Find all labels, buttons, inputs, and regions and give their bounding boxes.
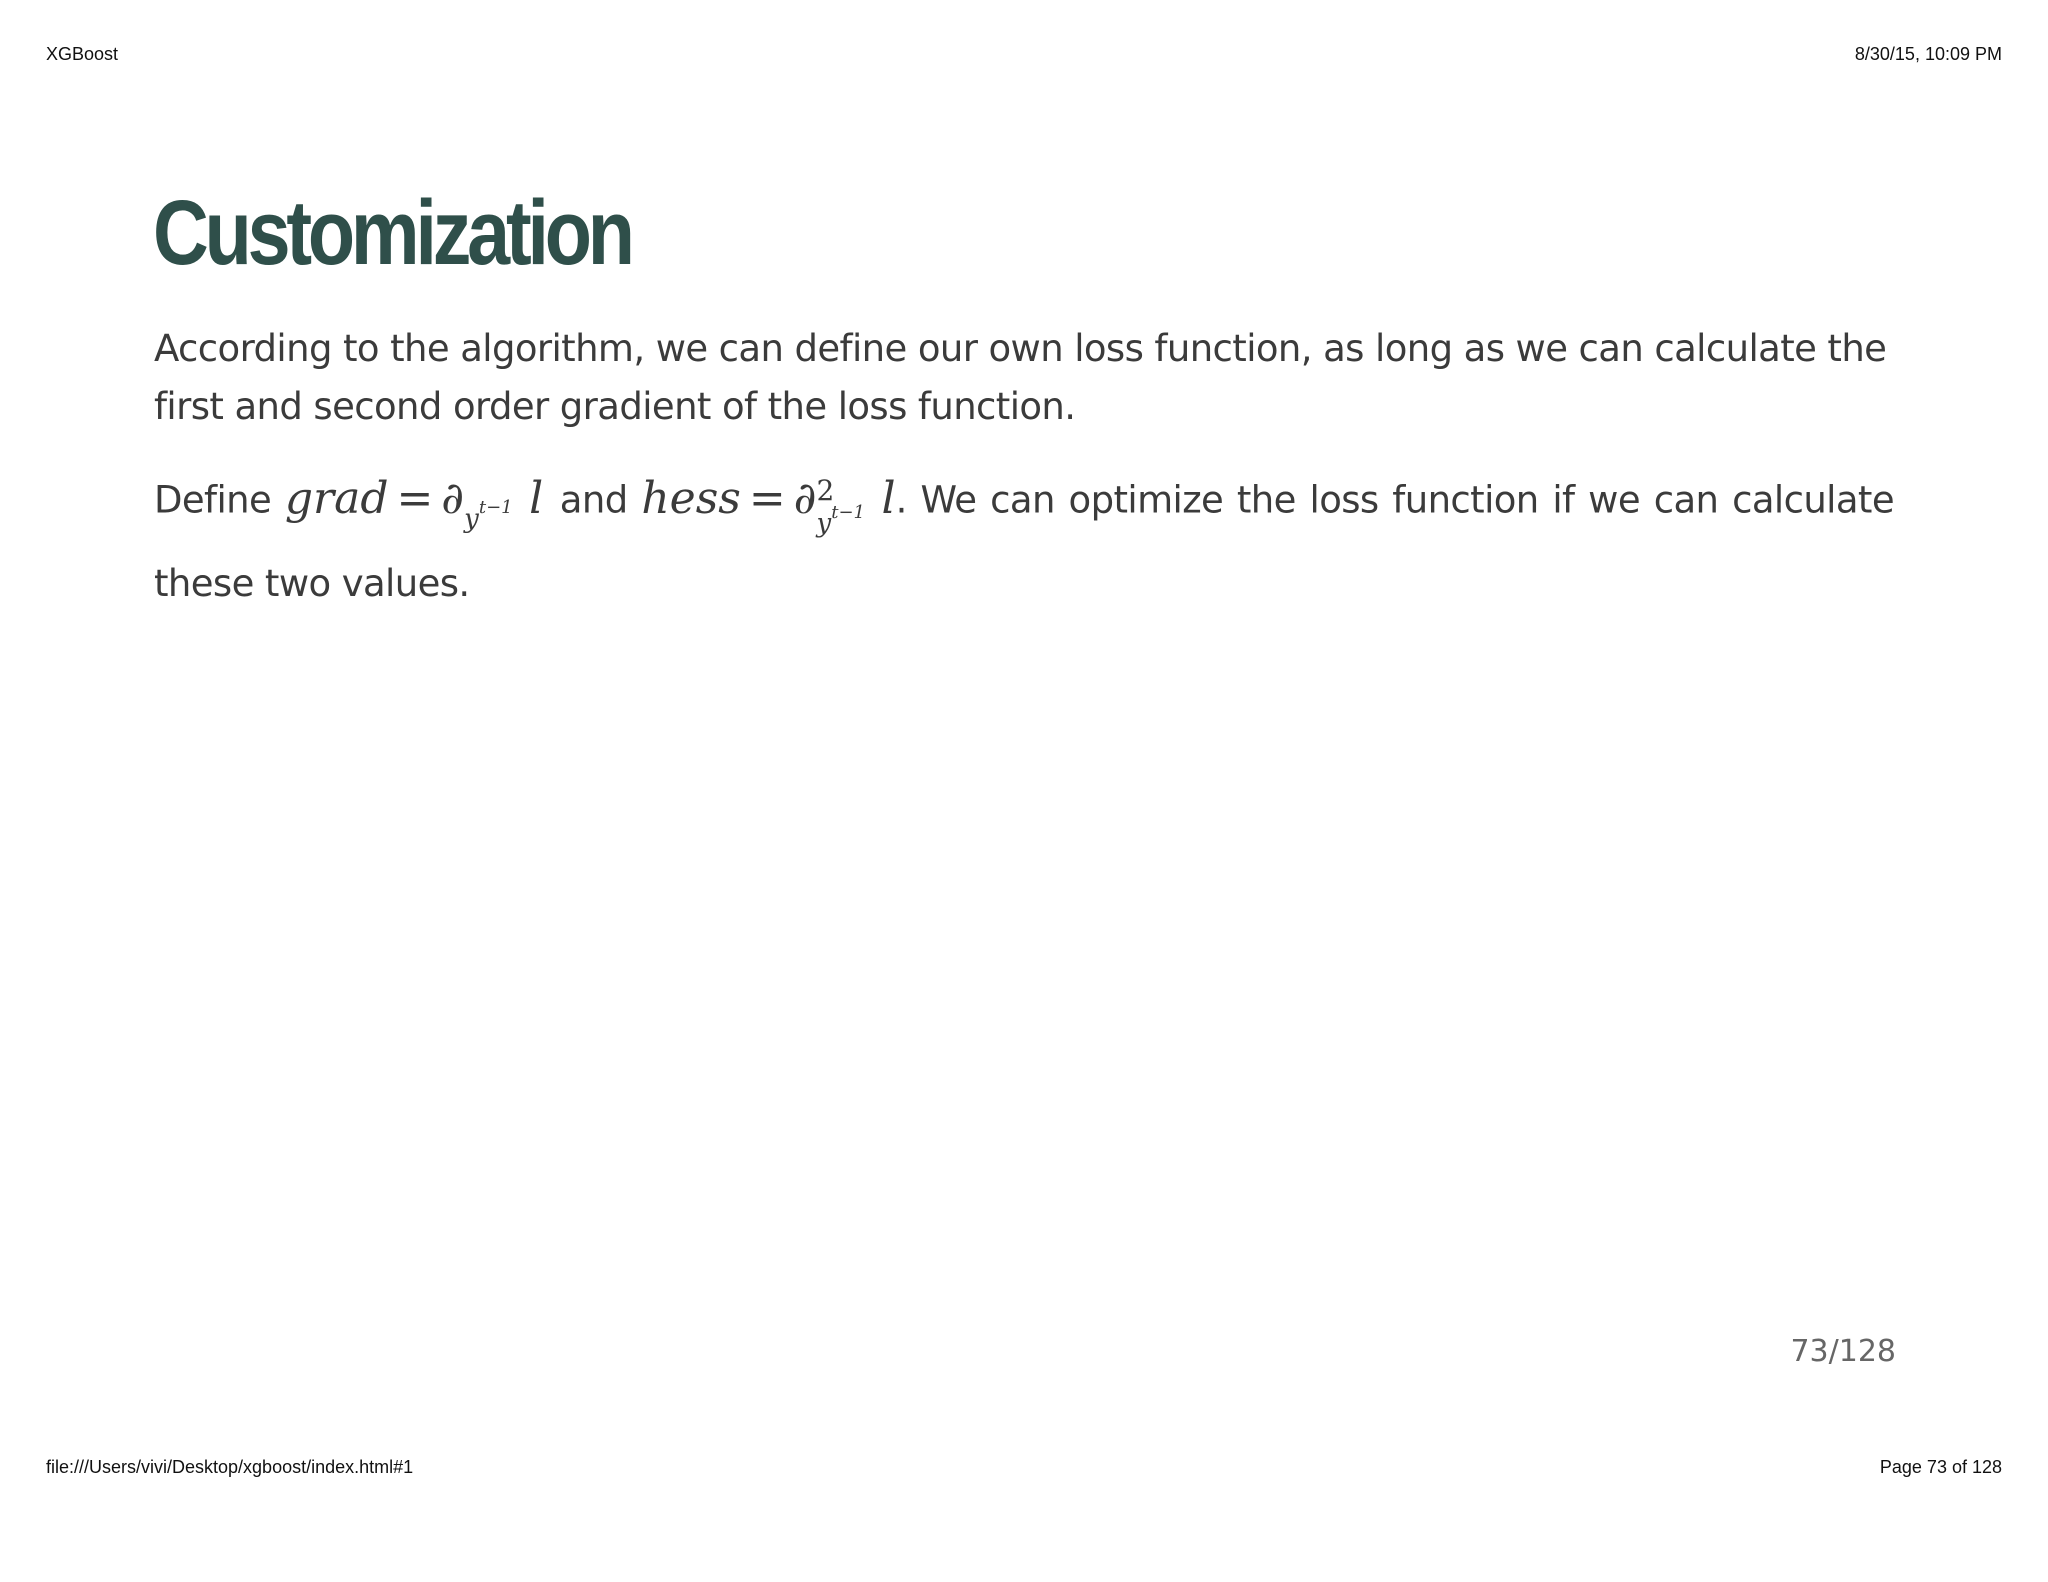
print-footer-url: file:///Users/vivi/Desktop/xgboost/index.html#1: [46, 1457, 414, 1477]
hess-subscript: [816, 501, 865, 539]
hess-equals: =: [748, 472, 786, 524]
hess-sup-sub: [816, 473, 865, 539]
grad-sub-base: y: [464, 503, 479, 534]
definition-prefix: Define: [154, 478, 285, 522]
hess-sub-exp: t−1: [831, 501, 865, 523]
slide-title: Customization: [153, 182, 631, 284]
slide-page-indicator: 73/128: [1790, 1334, 1896, 1369]
grad-sub-exp: t−1: [478, 497, 513, 518]
grad-formula: [284, 472, 560, 534]
hess-variable: hess: [641, 472, 741, 524]
grad-subscript: [464, 497, 513, 534]
hess-sub-base: y: [816, 508, 832, 539]
grad-equals: =: [396, 472, 434, 524]
print-header-title: XGBoost: [46, 44, 119, 64]
definition-suffix-line2: these two values.: [154, 562, 470, 605]
print-footer-page-label: Page 73 of 128: [1879, 1457, 2002, 1477]
grad-variable: grad: [284, 472, 389, 524]
hess-loss-variable: l: [881, 472, 896, 524]
slide-paragraph-intro: According to the algorithm, we can define our own loss function, as long as we can calculate the first and second order gradient of the loss function.: [154, 327, 1887, 428]
print-header-datetime: 8/30/15, 10:09 PM: [1854, 44, 2002, 64]
hess-superscript: 2: [816, 473, 835, 507]
definition-and: and: [559, 478, 642, 522]
hess-formula: [641, 472, 896, 539]
definition-suffix-line1: . We can optimize the loss function if we can calculate: [895, 478, 1894, 522]
hess-partial: ∂: [793, 472, 817, 524]
slide-paragraph-definition: [154, 470, 1894, 612]
definition-line-1: [154, 470, 1894, 556]
grad-partial: ∂: [441, 472, 465, 524]
grad-loss-variable: l: [529, 472, 544, 524]
